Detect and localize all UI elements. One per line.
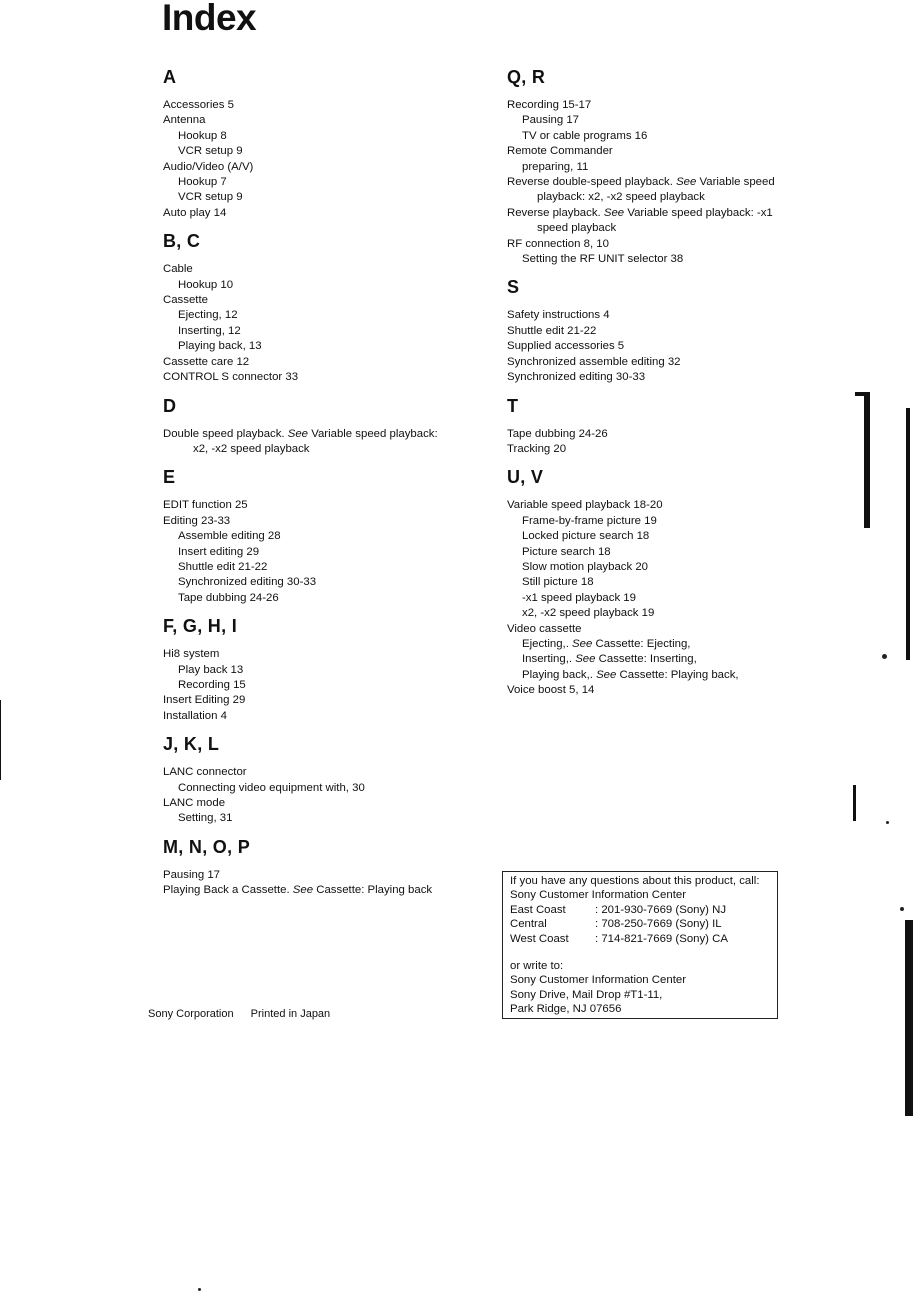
scan-mark xyxy=(864,392,870,528)
phone-region: East Coast xyxy=(510,903,566,916)
index-section-e xyxy=(163,466,483,606)
page-title: Index xyxy=(162,0,257,38)
section-heading: E xyxy=(163,467,176,488)
index-entry: Double speed playback. See Variable speed playback: xyxy=(163,427,438,440)
index-subentry: TV or cable programs 16 xyxy=(522,129,648,142)
section-heading: M, N, O, P xyxy=(163,836,251,857)
contact-intro: If you have any questions about this product, call: xyxy=(510,875,760,887)
phone-number: : 714-821-7669 (Sony) CA xyxy=(595,932,728,945)
index-section-b-c xyxy=(163,230,483,385)
index-entry: Shuttle edit 21-22 xyxy=(507,324,597,337)
index-entry: Playing Back a Cassette. See Cassette: Playing back xyxy=(163,884,433,897)
scan-mark xyxy=(0,700,1,780)
scan-mark xyxy=(853,785,856,821)
index-entry: Video cassette xyxy=(507,622,582,635)
index-entry: Synchronized editing 30-33 xyxy=(507,371,646,384)
scan-mark xyxy=(906,408,910,660)
see-reference: See xyxy=(575,653,596,666)
index-subentry: Recording 15 xyxy=(178,678,246,691)
see-reference: See xyxy=(572,637,593,650)
index-subentry: Ejecting,. See Cassette: Ejecting, xyxy=(522,637,691,650)
phone-region: Central xyxy=(510,918,547,931)
index-entry: Remote Commander xyxy=(507,145,613,158)
index-entry: x2, -x2 speed playback xyxy=(193,442,310,455)
index-subentry: Insert editing 29 xyxy=(178,545,260,558)
index-entry: Variable speed playback 18-20 xyxy=(507,499,663,512)
index-section-a xyxy=(163,66,483,221)
index-subentry: Shuttle edit 21-22 xyxy=(178,560,268,573)
footer xyxy=(148,1008,330,1020)
scan-mark xyxy=(882,654,887,659)
index-entry: Editing 23-33 xyxy=(163,514,231,527)
index-subentry: Ejecting, 12 xyxy=(178,309,238,322)
index-entry: RF connection 8, 10 xyxy=(507,237,609,250)
scan-mark xyxy=(198,1288,201,1291)
index-subentry: Hookup 8 xyxy=(178,129,227,142)
phone-row xyxy=(510,932,770,946)
address-line: Sony Customer Information Center xyxy=(510,974,686,987)
phone-region: West Coast xyxy=(510,932,569,945)
index-subentry: Connecting video equipment with, 30 xyxy=(178,781,365,794)
index-section-f-g-h-i xyxy=(163,615,483,724)
index-entry: Voice boost 5, 14 xyxy=(507,684,595,697)
write-label: or write to: xyxy=(510,960,564,973)
index-entry: playback: x2, -x2 speed playback xyxy=(537,191,705,204)
index-entry: Cassette xyxy=(163,294,208,307)
index-subentry: VCR setup 9 xyxy=(178,191,243,204)
section-heading: T xyxy=(507,395,519,416)
section-heading: D xyxy=(163,395,177,416)
index-section-j-k-l xyxy=(163,733,483,827)
index-entry: Audio/Video (A/V) xyxy=(163,160,254,173)
index-subentry: Locked picture search 18 xyxy=(522,530,650,543)
index-entry: Installation 4 xyxy=(163,709,227,722)
index-section-u-v xyxy=(507,466,807,698)
index-entry: LANC connector xyxy=(163,766,247,779)
index-subentry: Inserting,. See Cassette: Inserting, xyxy=(522,653,697,666)
scan-mark xyxy=(886,821,889,824)
section-heading: F, G, H, I xyxy=(163,616,238,637)
phone-number: : 201-930-7669 (Sony) NJ xyxy=(595,903,727,916)
index-subentry: Still picture 18 xyxy=(522,576,594,589)
index-entry: Auto play 14 xyxy=(163,206,227,219)
index-entry: Tracking 20 xyxy=(507,442,567,455)
index-column-left xyxy=(163,66,483,908)
index-subentry: Assemble editing 28 xyxy=(178,530,281,543)
contact-center-name: Sony Customer Information Center xyxy=(510,889,686,902)
index-entry: EDIT function 25 xyxy=(163,499,248,512)
index-entry: Reverse double-speed playback. See Variable speed xyxy=(507,176,775,189)
address-line: Sony Drive, Mail Drop #T1-11, xyxy=(510,988,663,1001)
section-heading: U, V xyxy=(507,467,544,488)
index-entry: CONTROL S connector 33 xyxy=(163,371,299,384)
index-entry: Insert Editing 29 xyxy=(163,694,246,707)
index-subentry: Frame-by-frame picture 19 xyxy=(522,514,657,527)
index-section-q-r xyxy=(507,66,807,267)
index-entry: LANC mode xyxy=(163,797,226,809)
index-subentry: Playing back, 13 xyxy=(178,340,262,353)
index-subentry: Play back 13 xyxy=(178,663,244,676)
index-subentry: Picture search 18 xyxy=(522,545,611,558)
index-entry: Antenna xyxy=(163,114,206,127)
index-entry: Tape dubbing 24-26 xyxy=(507,427,608,440)
section-heading: A xyxy=(163,67,177,87)
section-heading: B, C xyxy=(163,231,201,252)
footer-company: Sony Corporation xyxy=(148,1008,234,1020)
section-heading: J, K, L xyxy=(163,734,220,755)
index-entry: Accessories 5 xyxy=(163,99,234,111)
customer-contact-box xyxy=(502,871,778,1019)
footer-printed: Printed in Japan xyxy=(250,1008,331,1020)
index-subentry: x2, -x2 speed playback 19 xyxy=(522,607,655,620)
index-entry: Synchronized assemble editing 32 xyxy=(507,355,681,368)
index-entry: Recording 15-17 xyxy=(507,99,592,111)
scan-mark xyxy=(900,907,904,911)
index-section-d xyxy=(163,395,483,458)
index-entry: Reverse playback. See Variable speed playback: -x1 xyxy=(507,206,773,219)
index-subentry: Hookup 10 xyxy=(178,278,234,291)
index-entry: Pausing 17 xyxy=(163,868,220,881)
index-subentry: Synchronized editing 30-33 xyxy=(178,576,317,589)
index-subentry: Pausing 17 xyxy=(522,114,579,127)
phone-row xyxy=(510,903,770,917)
see-reference: See xyxy=(603,206,625,219)
see-reference: See xyxy=(287,427,309,440)
section-heading: S xyxy=(507,277,520,298)
see-reference: See xyxy=(292,884,314,897)
index-subentry: Playing back,. See Cassette: Playing back, xyxy=(522,668,739,681)
index-subentry: Inserting, 12 xyxy=(178,324,241,337)
scan-mark xyxy=(905,920,913,1116)
index-section-t xyxy=(507,395,807,458)
index-subentry: Slow motion playback 20 xyxy=(522,560,648,573)
index-column-right xyxy=(507,66,807,708)
address-line: Park Ridge, NJ 07656 xyxy=(510,1003,622,1016)
index-entry: Cassette care 12 xyxy=(163,355,250,368)
index-section-s xyxy=(507,276,807,385)
index-entry: Safety instructions 4 xyxy=(507,309,610,322)
phone-row xyxy=(510,917,770,931)
index-subentry: -x1 speed playback 19 xyxy=(522,591,636,604)
see-reference: See xyxy=(596,668,617,681)
index-subentry: Tape dubbing 24-26 xyxy=(178,591,279,604)
index-subentry: preparing, 11 xyxy=(522,160,589,173)
index-section-m-n-o-p xyxy=(163,836,483,899)
index-subentry: Hookup 7 xyxy=(178,176,227,189)
index-subentry: Setting the RF UNIT selector 38 xyxy=(522,253,684,266)
index-subentry: Setting, 31 xyxy=(178,812,233,825)
index-entry: Hi8 system xyxy=(163,648,220,661)
section-heading: Q, R xyxy=(507,67,546,87)
phone-number: : 708-250-7669 (Sony) IL xyxy=(595,918,722,931)
index-subentry: VCR setup 9 xyxy=(178,145,243,158)
index-entry: speed playback xyxy=(537,222,617,235)
index-entry: Supplied accessories 5 xyxy=(507,340,625,353)
index-entry: Cable xyxy=(163,263,193,276)
see-reference: See xyxy=(676,176,697,189)
